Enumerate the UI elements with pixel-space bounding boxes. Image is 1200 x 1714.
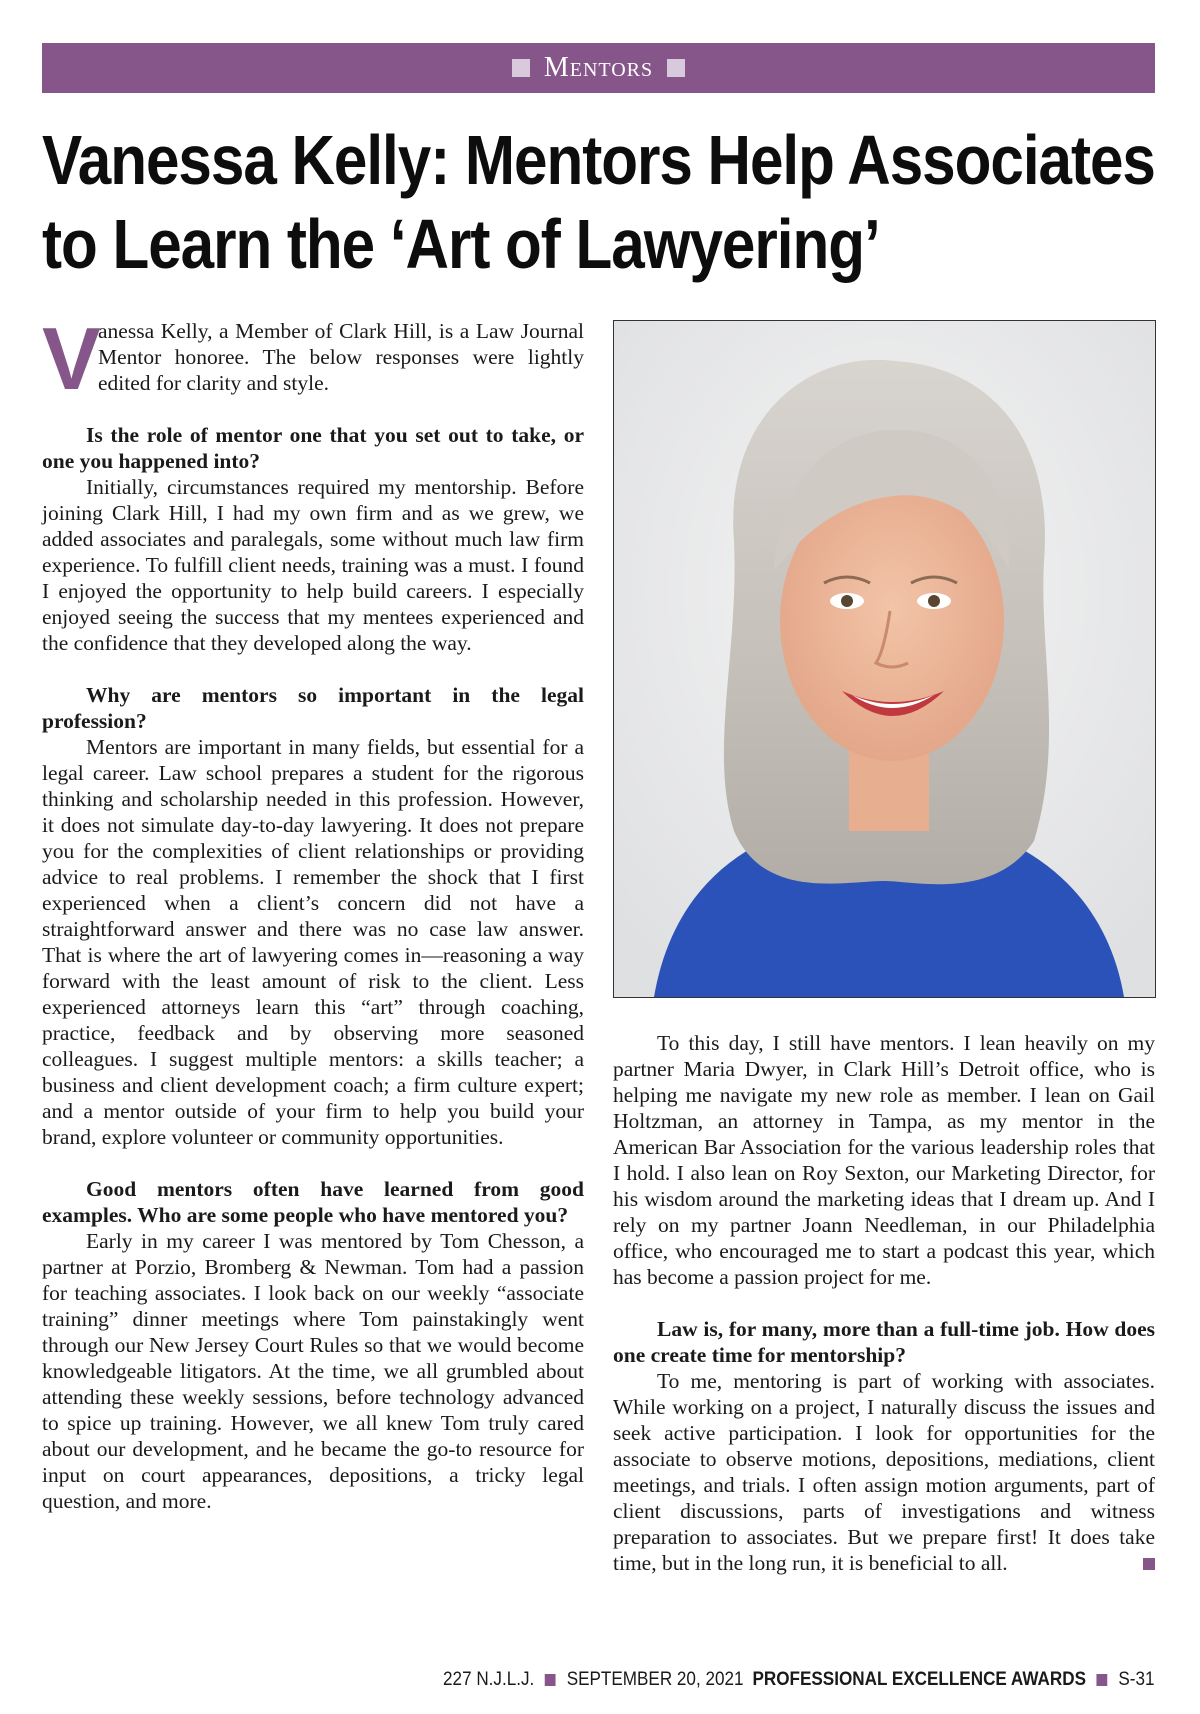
article-headline	[42, 118, 1155, 286]
headline-line-1: Vanessa Kelly: Mentors Help Associates	[42, 121, 1155, 199]
question-1: Is the role of mentor one that you set out to take, or one you happened into?	[42, 423, 584, 473]
section-banner	[42, 43, 1155, 93]
headline-line-2: to Learn the ‘Art of Lawyering’	[42, 205, 880, 283]
continuation-paragraph: To this day, I still have mentors. I lean heavily on my partner Maria Dwyer, in Clark Hill’s Detroit office, who is helping me navigate my new role as member. I lean on Gail Holtzman, an attorney in Tampa, as my mentor in the American Bar Association for the various leadership roles that I hold. I also lean on Roy Sexton, our Marketing Director, for his wisdom around the marketing ideas that I dream up. And I rely on my partner Joann Needleman, in our Philadelphia office, who encouraged me to start a podcast this year, which has become a passion project for me.	[613, 1031, 1155, 1289]
footer-section: PROFESSIONAL EXCELLENCE AWARDS	[752, 1669, 1087, 1690]
footer-volume: 227 N.J.L.J.	[443, 1669, 535, 1690]
answer-4-text: To me, mentoring is part of working with associates. While working on a project, I naturally discuss the issues and seek active participation. I look for opportunities for the associate to observe motions, depositions, mediations, client meetings, and trials. I often assign motion arguments, part of client discussions, parts of investigations and witness preparation to associates. But we prepare first! It does take time, but in the long run, it is beneficial to all.	[613, 1369, 1155, 1575]
footer-page-number: S-31	[1118, 1669, 1155, 1690]
banner-square-right	[667, 59, 685, 77]
footer-square-1	[546, 1674, 557, 1686]
page-footer	[444, 1669, 1155, 1691]
answer-4	[613, 1368, 1155, 1576]
answer-2: Mentors are important in many fields, but essential for a legal career. Law school prepares a student for the rigorous thinking and scholarship needed in this profession. However, it does not simulate day-to-day lawyering. It does not prepare you for the complexities of client relationships or providing advice to real problems. I remember the shock that I first experienced when a client’s concern did not have a straightforward answer and there was no case law answer. That is where the art of lawyering comes in—reasoning a way forward with the least amount of risk to the client. Less experienced attorneys learn this “art” through coaching, practice, feedback and by observing more seasoned colleagues. I suggest multiple mentors: a skills teacher; a business and client development coach; a firm culture expert; and a mentor outside of your firm to help you build your brand, explore volunteer or community opportunities.	[42, 735, 584, 1149]
footer-square-2	[1097, 1674, 1108, 1686]
portrait-illustration	[614, 321, 1155, 997]
answer-1: Initially, circumstances required my mentorship. Before joining Clark Hill, I had my own firm and as we grew, we added associates and paralegals, some without much law firm experience. To fulfill client needs, training was a must. I found I enjoyed the opportunity to help build careers. I especially enjoyed seeing the success that my mentees experienced and the confidence that they developed along the way.	[42, 475, 584, 655]
right-column	[613, 1030, 1155, 1576]
footer-date: SEPTEMBER 20, 2021	[567, 1669, 744, 1690]
section-label: Mentors	[543, 52, 654, 83]
drop-cap: V	[42, 309, 101, 408]
banner-square-left	[512, 59, 530, 77]
intro-paragraph	[42, 309, 584, 408]
question-4: Law is, for many, more than a full-time job. How does one create time for mentorship?	[613, 1317, 1155, 1367]
intro-text: anessa Kelly, a Member of Clark Hill, is a Law Journal Mentor honoree. The below responses were lightly edited for clarity and style.	[98, 319, 584, 395]
question-3: Good mentors often have learned from good examples. Who are some people who have mentored you?	[42, 1177, 584, 1227]
portrait-photo	[613, 320, 1156, 998]
answer-3: Early in my career I was mentored by Tom Chesson, a partner at Porzio, Bromberg & Newman. Tom had a passion for teaching associates. I look back on our weekly “associate training” dinner meetings where Tom painstakingly went through our New Jersey Court Rules so that we would become knowledgeable litigators. At the time, we all grumbled about attending these weekly sessions, before technology advanced to spice up training. However, we all knew Tom truly cared about our development, and he became the go-to resource for input on court appearances, depositions, a tricky legal question, and more.	[42, 1229, 584, 1513]
left-column	[42, 309, 584, 1514]
end-mark	[1143, 1558, 1155, 1570]
question-2: Why are mentors so important in the legal profession?	[42, 683, 584, 733]
